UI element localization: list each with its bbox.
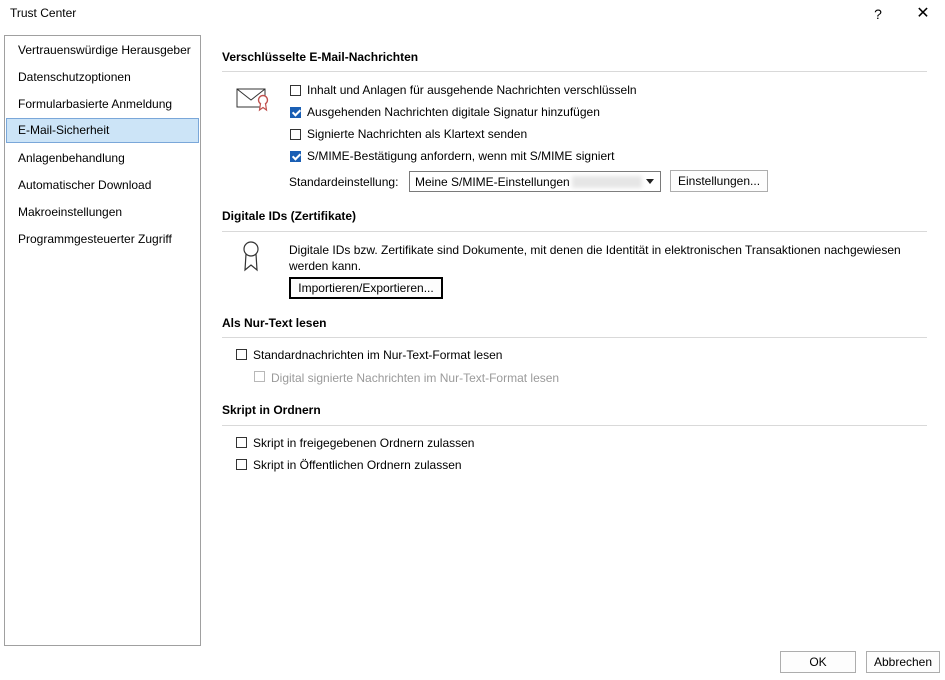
sidebar-item-email-security[interactable]: E-Mail-Sicherheit bbox=[6, 118, 199, 143]
ok-button[interactable]: OK bbox=[780, 651, 856, 673]
read-signed-plain-text-checkbox[interactable] bbox=[254, 371, 265, 382]
encrypt-content-label: Inhalt und Anlagen für ausgehende Nachrichten verschlüsseln bbox=[307, 83, 637, 97]
title-bar bbox=[0, 0, 945, 28]
section-header-encrypted-email: Verschlüsselte E-Mail-Nachrichten bbox=[222, 50, 419, 64]
default-setting-dropdown[interactable] bbox=[409, 171, 661, 192]
sidebar-item-automatic-download[interactable]: Automatischer Download bbox=[18, 178, 152, 192]
clear-text-signed-label: Signierte Nachrichten als Klartext senden bbox=[307, 127, 528, 141]
sidebar-item-macro-settings[interactable]: Makroeinstellungen bbox=[18, 205, 123, 219]
section-header-script-in-folders: Skript in Ordnern bbox=[222, 403, 321, 417]
settings-button[interactable]: Einstellungen... bbox=[670, 170, 768, 192]
sidebar-item-privacy-options[interactable]: Datenschutzoptionen bbox=[18, 70, 131, 84]
sidebar-item-form-based-signin[interactable]: Formularbasierte Anmeldung bbox=[18, 97, 173, 111]
import-export-button[interactable]: Importieren/Exportieren... bbox=[289, 277, 443, 299]
script-shared-folders-checkbox[interactable] bbox=[236, 437, 247, 448]
cancel-button[interactable]: Abbrechen bbox=[866, 651, 940, 673]
read-signed-plain-text-label: Digital signierte Nachrichten im Nur-Text-Format lesen bbox=[271, 371, 560, 385]
script-shared-folders-label: Skript in freigegebenen Ordnern zulassen bbox=[253, 436, 475, 450]
encrypt-content-checkbox[interactable] bbox=[290, 85, 301, 96]
close-icon[interactable]: ✕ bbox=[916, 5, 930, 22]
add-signature-label: Ausgehenden Nachrichten digitale Signatur hinzufügen bbox=[307, 105, 600, 119]
envelope-certificate-icon bbox=[236, 86, 270, 112]
section-divider bbox=[222, 425, 927, 426]
certificate-ribbon-icon bbox=[241, 240, 261, 272]
sidebar-item-trusted-publishers[interactable]: Vertrauenswürdige Herausgeber bbox=[18, 43, 191, 57]
smime-receipt-label: S/MIME-Bestätigung anfordern, wenn mit S/MIME signiert bbox=[307, 149, 615, 163]
read-plain-text-label: Standardnachrichten im Nur-Text-Format lesen bbox=[253, 348, 503, 362]
digital-ids-description-line1: Digitale IDs bzw. Zertifikate sind Dokumente, mit denen die Identität in elektronischen Transaktionen nachgewiesen bbox=[289, 243, 901, 257]
sidebar-item-attachment-handling[interactable]: Anlagenbehandlung bbox=[18, 151, 125, 165]
chevron-down-icon bbox=[646, 179, 654, 184]
smime-receipt-checkbox[interactable] bbox=[290, 151, 301, 162]
add-signature-checkbox[interactable] bbox=[290, 107, 301, 118]
digital-ids-description-line2: werden kann. bbox=[289, 259, 362, 273]
script-public-folders-checkbox[interactable] bbox=[236, 459, 247, 470]
section-header-plain-text: Als Nur-Text lesen bbox=[222, 316, 327, 330]
default-setting-value: Meine S/MIME-Einstellungen bbox=[415, 175, 570, 189]
redacted-region bbox=[572, 176, 642, 188]
help-icon[interactable]: ? bbox=[874, 6, 882, 22]
section-header-digital-ids: Digitale IDs (Zertifikate) bbox=[222, 209, 357, 223]
clear-text-signed-checkbox[interactable] bbox=[290, 129, 301, 140]
script-public-folders-label: Skript in Öffentlichen Ordnern zulassen bbox=[253, 458, 462, 472]
section-divider bbox=[222, 231, 927, 232]
category-sidebar bbox=[4, 35, 201, 646]
window-title: Trust Center bbox=[10, 6, 77, 20]
sidebar-item-programmatic-access[interactable]: Programmgesteuerter Zugriff bbox=[18, 232, 172, 246]
section-divider bbox=[222, 337, 927, 338]
read-plain-text-checkbox[interactable] bbox=[236, 349, 247, 360]
section-divider bbox=[222, 71, 927, 72]
default-setting-label: Standardeinstellung: bbox=[289, 175, 399, 189]
